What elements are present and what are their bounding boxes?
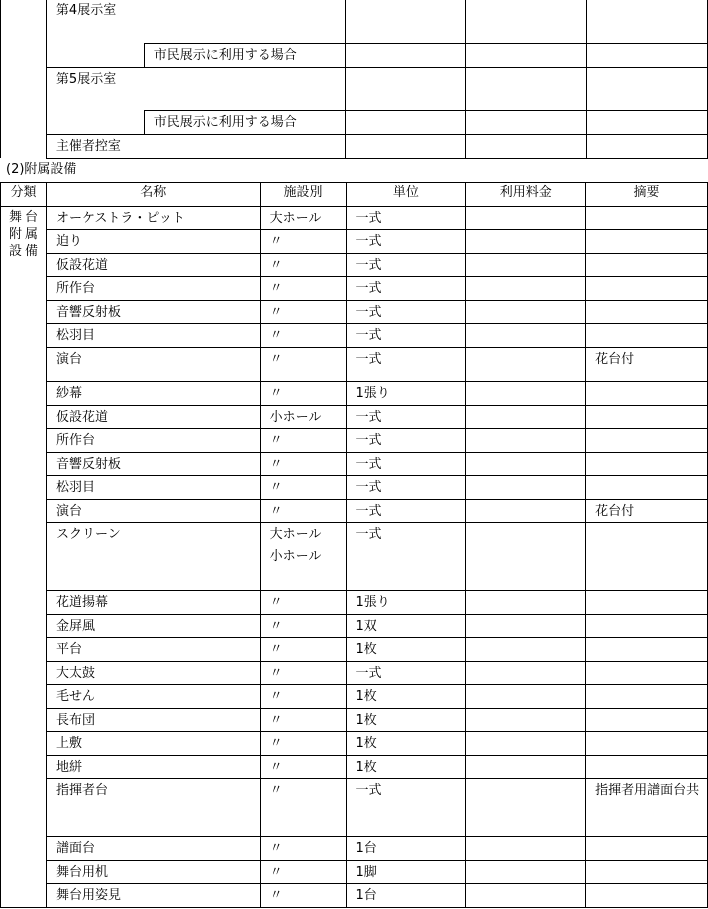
room-cell: [345, 110, 466, 134]
item-facility: 〃: [260, 324, 346, 348]
item-note: [586, 685, 708, 709]
item-note: [586, 254, 708, 277]
item-unit: 1張り: [346, 382, 466, 406]
item-name: 所作台: [46, 429, 260, 453]
item-unit: 一式: [346, 277, 466, 301]
item-fee: [466, 638, 586, 662]
item-name: 所作台: [46, 277, 260, 301]
item-name: 演台: [46, 500, 260, 523]
item-unit: 1台: [346, 837, 466, 861]
item-unit: 一式: [346, 500, 466, 523]
table-row: [1, 638, 708, 662]
item-note: [586, 662, 708, 685]
item-note: [586, 523, 708, 591]
item-name: 毛せん: [46, 685, 260, 709]
item-note: [586, 301, 708, 324]
table-row: [1, 861, 708, 884]
item-facility-line: 小ホール: [269, 549, 322, 564]
item-note: [586, 615, 708, 638]
item-fee: [466, 523, 586, 591]
table-row: [1, 382, 708, 406]
item-note: [586, 453, 708, 476]
item-facility: 〃: [260, 732, 346, 756]
item-fee: [466, 732, 586, 756]
item-note: [586, 207, 708, 230]
room-name: 第4展示室: [46, 0, 345, 43]
room-cell: [345, 43, 466, 67]
room-cell: [466, 134, 587, 158]
item-unit: 一式: [346, 453, 466, 476]
table-row: [1, 254, 708, 277]
table-row: [1, 429, 708, 453]
header-fee: 利用料金: [466, 183, 586, 207]
item-facility-line: 大ホール: [269, 527, 322, 542]
room-cell: [345, 134, 466, 158]
item-note: 花台付: [586, 500, 708, 523]
item-facility: [260, 523, 346, 591]
item-note: [586, 861, 708, 884]
item-name: 舞台用姿見: [46, 884, 260, 908]
table-row: [1, 476, 708, 500]
item-fee: [466, 207, 586, 230]
item-unit: 一式: [346, 348, 466, 382]
item-facility: 〃: [260, 638, 346, 662]
item-fee: [466, 685, 586, 709]
item-facility: 〃: [260, 348, 346, 382]
item-facility: 〃: [260, 500, 346, 523]
item-fee: [466, 476, 586, 500]
item-fee: [466, 230, 586, 254]
item-note: 指揮者用譜面台共: [586, 779, 708, 837]
item-facility: 〃: [260, 277, 346, 301]
room-cell: [466, 67, 587, 110]
item-unit: 1枚: [346, 638, 466, 662]
room-cell: [466, 0, 587, 43]
item-fee: [466, 382, 586, 406]
item-name: オーケストラ・ピット: [46, 207, 260, 230]
room-cell: [587, 43, 708, 67]
category-line: 設備: [9, 244, 42, 259]
item-note: [586, 406, 708, 429]
table-row: [1, 207, 708, 230]
table-row: [1, 348, 708, 382]
item-facility: 〃: [260, 230, 346, 254]
item-note: [586, 230, 708, 254]
item-name: 仮設花道: [46, 254, 260, 277]
item-name: 仮設花道: [46, 406, 260, 429]
item-facility: 〃: [260, 709, 346, 732]
item-facility: 〃: [260, 884, 346, 908]
item-note: [586, 884, 708, 908]
table-row: [1, 779, 708, 837]
room-sub: 市民展示に利用する場合: [144, 110, 345, 134]
table-row: [1, 709, 708, 732]
item-unit: 一式: [346, 662, 466, 685]
header-unit: 単位: [346, 183, 466, 207]
item-fee: [466, 277, 586, 301]
item-unit: 一式: [346, 301, 466, 324]
table-row: [1, 301, 708, 324]
table-row: [1, 523, 708, 591]
item-fee: [466, 429, 586, 453]
room-cell: [587, 0, 708, 43]
table-row: [1, 453, 708, 476]
item-facility: 〃: [260, 615, 346, 638]
item-unit: 一式: [346, 207, 466, 230]
item-unit: 1張り: [346, 591, 466, 615]
room-name: 主催者控室: [46, 134, 345, 158]
item-note: [586, 476, 708, 500]
table-row: [1, 732, 708, 756]
item-unit: 1枚: [346, 685, 466, 709]
table-row: [1, 662, 708, 685]
room-cell: [466, 43, 587, 67]
room-cell: [587, 134, 708, 158]
header-name: 名称: [46, 183, 260, 207]
item-name: 松羽目: [46, 324, 260, 348]
item-note: [586, 277, 708, 301]
item-fee: [466, 779, 586, 837]
item-name: 金屏風: [46, 615, 260, 638]
item-name: 紗幕: [46, 382, 260, 406]
table-row: [1, 277, 708, 301]
equipment-table: [0, 182, 708, 908]
room-cell: [587, 110, 708, 134]
item-name: 舞台用机: [46, 861, 260, 884]
room-indent: [46, 110, 144, 134]
item-note: [586, 382, 708, 406]
item-fee: [466, 406, 586, 429]
table-row: [1, 324, 708, 348]
header-note: 摘要: [586, 183, 708, 207]
item-note: 花台付: [586, 348, 708, 382]
item-name: 指揮者台: [46, 779, 260, 837]
item-note: [586, 709, 708, 732]
room-indent: [46, 43, 144, 67]
item-note: [586, 837, 708, 861]
table-row: [1, 884, 708, 908]
item-note: [586, 732, 708, 756]
table-row: [1, 500, 708, 523]
item-facility: 〃: [260, 476, 346, 500]
item-unit: 一式: [346, 523, 466, 591]
category-cell: [1, 207, 47, 908]
item-unit: 一式: [346, 230, 466, 254]
item-facility: 〃: [260, 756, 346, 779]
item-unit: 1枚: [346, 756, 466, 779]
item-fee: [466, 837, 586, 861]
item-unit: 1脚: [346, 861, 466, 884]
item-note: [586, 324, 708, 348]
table-row: [1, 406, 708, 429]
section-title: (2)附属設備: [6, 162, 77, 177]
item-unit: 一式: [346, 429, 466, 453]
item-facility: 〃: [260, 685, 346, 709]
item-unit: 一式: [346, 406, 466, 429]
item-name: 迫り: [46, 230, 260, 254]
item-fee: [466, 709, 586, 732]
item-name: 譜面台: [46, 837, 260, 861]
item-unit: 1双: [346, 615, 466, 638]
item-note: [586, 591, 708, 615]
category-line: 附属: [9, 227, 42, 242]
item-fee: [466, 500, 586, 523]
item-facility: 〃: [260, 429, 346, 453]
table-row: [1, 756, 708, 779]
item-fee: [466, 254, 586, 277]
item-name: 花道揚幕: [46, 591, 260, 615]
item-unit: 1枚: [346, 732, 466, 756]
header-category: 分類: [1, 183, 47, 207]
item-unit: 一式: [346, 324, 466, 348]
table-row: [1, 837, 708, 861]
table-row: [1, 685, 708, 709]
item-facility: 〃: [260, 301, 346, 324]
item-fee: [466, 756, 586, 779]
item-fee: [466, 615, 586, 638]
item-facility: 〃: [260, 591, 346, 615]
item-fee: [466, 348, 586, 382]
item-fee: [466, 861, 586, 884]
item-name: 大太鼓: [46, 662, 260, 685]
rooms-table: [0, 0, 708, 159]
table-row: [1, 230, 708, 254]
item-unit: 1台: [346, 884, 466, 908]
item-name: 地絣: [46, 756, 260, 779]
item-unit: 1枚: [346, 709, 466, 732]
room-cell: [466, 110, 587, 134]
item-name: 音響反射板: [46, 453, 260, 476]
item-fee: [466, 301, 586, 324]
item-facility: 〃: [260, 382, 346, 406]
item-facility: 〃: [260, 254, 346, 277]
item-facility: 〃: [260, 837, 346, 861]
item-facility: 大ホール: [260, 207, 346, 230]
room-name: 第5展示室: [46, 67, 345, 110]
item-unit: 一式: [346, 254, 466, 277]
category-line: 舞台: [9, 210, 42, 225]
item-fee: [466, 324, 586, 348]
item-name: 音響反射板: [46, 301, 260, 324]
item-facility: 〃: [260, 662, 346, 685]
item-name: スクリーン: [46, 523, 260, 591]
rooms-category-cell: [1, 0, 47, 158]
table-row: [1, 615, 708, 638]
room-sub: 市民展示に利用する場合: [144, 43, 345, 67]
item-fee: [466, 662, 586, 685]
item-name: 平台: [46, 638, 260, 662]
item-name: 松羽目: [46, 476, 260, 500]
table-row: [1, 591, 708, 615]
item-note: [586, 756, 708, 779]
item-unit: 一式: [346, 779, 466, 837]
item-facility: 〃: [260, 861, 346, 884]
item-name: 上敷: [46, 732, 260, 756]
item-facility: 〃: [260, 453, 346, 476]
item-facility: 小ホール: [260, 406, 346, 429]
item-name: 長布団: [46, 709, 260, 732]
item-unit: 一式: [346, 476, 466, 500]
header-row: [1, 183, 708, 207]
item-fee: [466, 453, 586, 476]
header-facility: 施設別: [260, 183, 346, 207]
item-fee: [466, 591, 586, 615]
item-note: [586, 429, 708, 453]
item-note: [586, 638, 708, 662]
room-cell: [345, 67, 466, 110]
room-cell: [587, 67, 708, 110]
room-cell: [345, 0, 466, 43]
item-facility: 〃: [260, 779, 346, 837]
item-fee: [466, 884, 586, 908]
item-name: 演台: [46, 348, 260, 382]
